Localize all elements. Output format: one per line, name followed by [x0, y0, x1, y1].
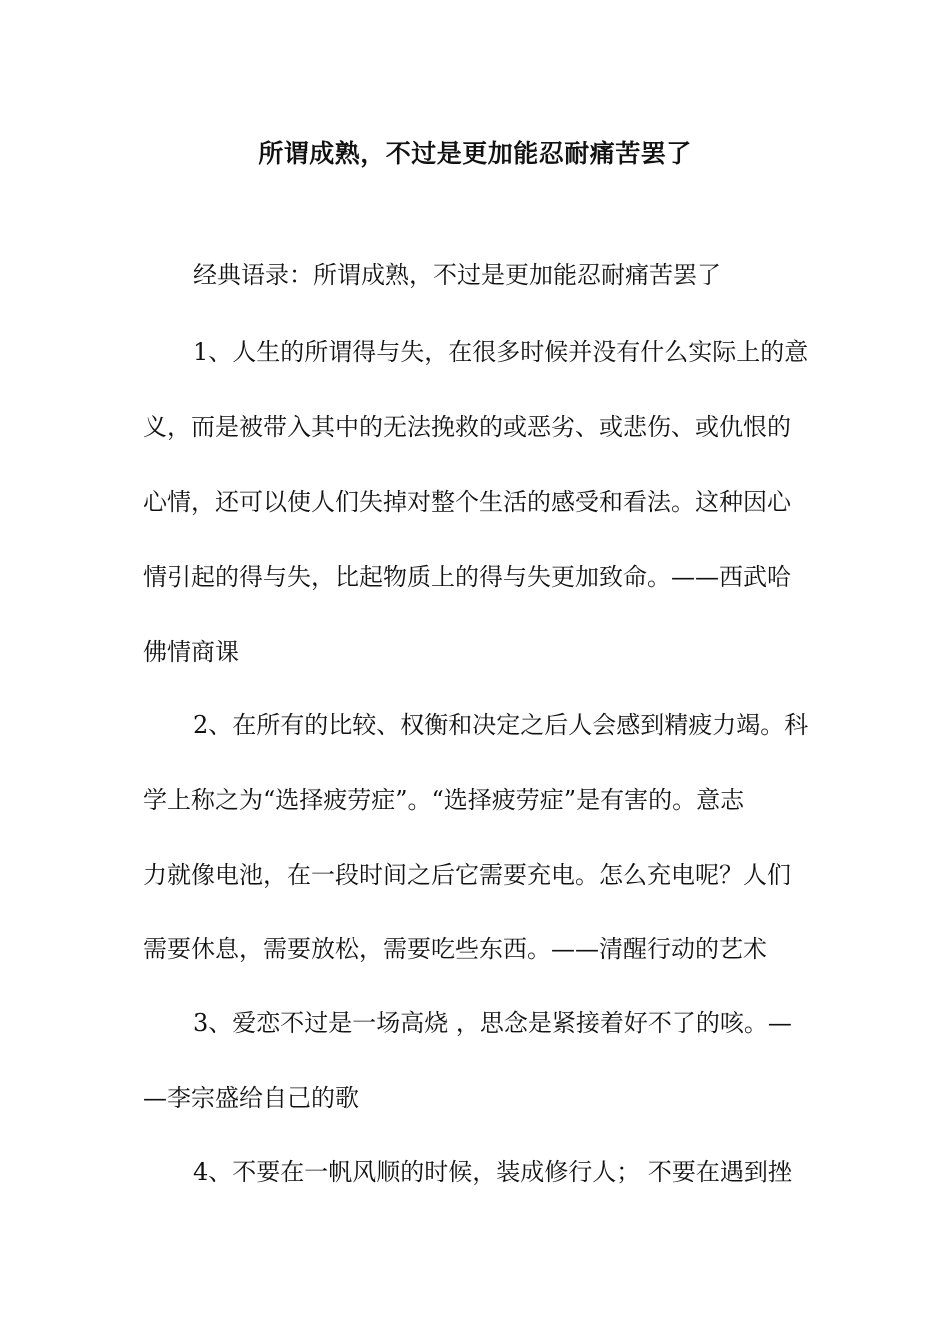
paragraph-line: 情引起的得与失，比起物质上的得与失更加致命。——西武哈: [143, 563, 791, 591]
paragraph-line: 心情，还可以使人们失掉对整个生活的感受和看法。这种因心: [143, 488, 791, 516]
paragraph-line: 力就像电池，在一段时间之后它需要充电。怎么充电呢？人们: [143, 861, 791, 889]
paragraph-line: 需要休息，需要放松，需要吃些东西。——清醒行动的艺术: [143, 935, 767, 963]
paragraph-line: 1、人生的所谓得与失，在很多时候并没有什么实际上的意: [193, 338, 809, 366]
paragraph-line: 义，而是被带入其中的无法挽救的或恶劣、或悲伤、或仇恨的: [143, 413, 791, 441]
paragraph-line: 3、爱恋不过是一场高烧 ，思念是紧接着好不了的咳。—: [193, 1009, 792, 1037]
paragraph-line: —李宗盛给自己的歌: [143, 1084, 359, 1112]
paragraph-line: 佛情商课: [143, 638, 239, 666]
document-title: 所谓成熟，不过是更加能忍耐痛苦罢了: [258, 139, 692, 168]
paragraph-line: 4、不要在一帆风顺的时候，装成修行人； 不要在遇到挫: [193, 1158, 792, 1186]
paragraph-line: 学上称之为“选择疲劳症”。“选择疲劳症”是有害的。意志: [143, 786, 745, 814]
paragraph-line: 经典语录：所谓成熟，不过是更加能忍耐痛苦罢了: [193, 261, 721, 289]
paragraph-line: 2、在所有的比较、权衡和决定之后人会感到精疲力竭。科: [193, 711, 809, 739]
